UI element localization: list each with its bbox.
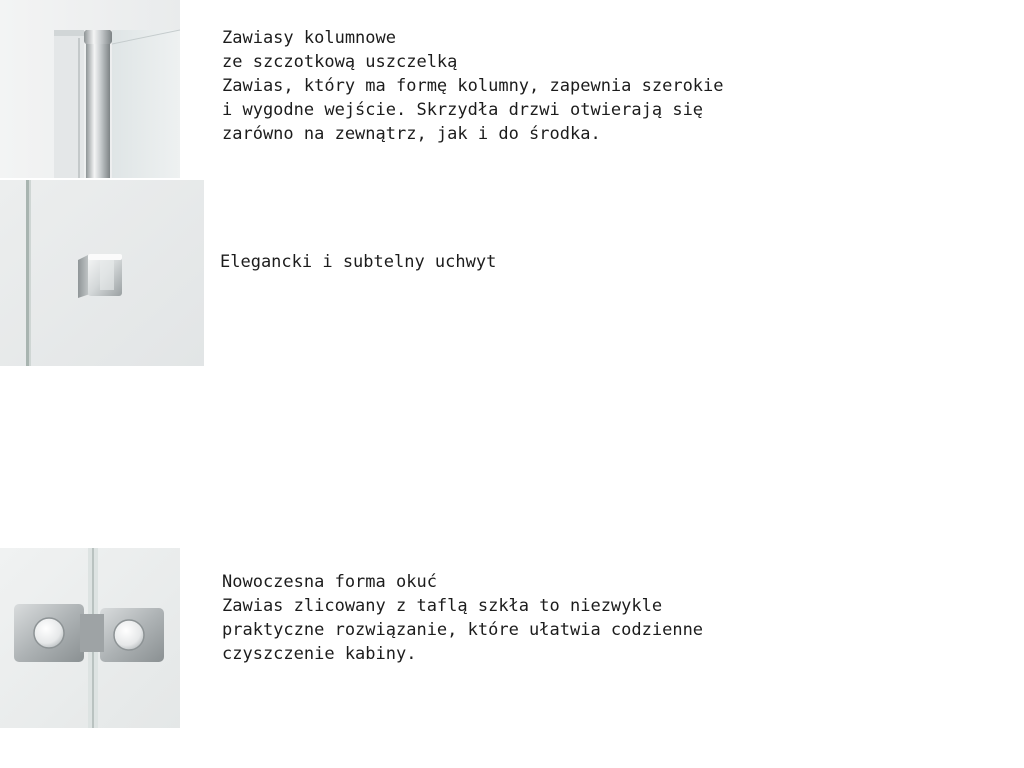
- feature-line: Zawias, który ma formę kolumny, zapewnia szerokie: [222, 76, 724, 96]
- handle-photo: [0, 180, 204, 366]
- feature-title: Nowoczesna forma okuć: [222, 572, 437, 592]
- column-hinge-photo: [0, 0, 180, 178]
- feature-line: i wygodne wejście. Skrzydła drzwi otwierają się: [222, 100, 704, 120]
- feature-line: Zawias zlicowany z taflą szkła to niezwykle: [222, 596, 663, 616]
- feature-line: zarówno na zewnątrz, jak i do środka.: [222, 124, 601, 144]
- flush-hinge-description: [222, 570, 703, 666]
- feature-title: Elegancki i subtelny uchwyt: [220, 252, 497, 272]
- feature-line: ze szczotkową uszczelką: [222, 52, 458, 72]
- column-hinge-description: [222, 26, 724, 146]
- feature-title: Zawiasy kolumnowe: [222, 28, 396, 48]
- feature-line: czyszczenie kabiny.: [222, 644, 417, 664]
- flush-hinge-photo: [0, 548, 180, 728]
- feature-line: praktyczne rozwiązanie, które ułatwia codzienne: [222, 620, 704, 640]
- handle-description: [220, 250, 496, 274]
